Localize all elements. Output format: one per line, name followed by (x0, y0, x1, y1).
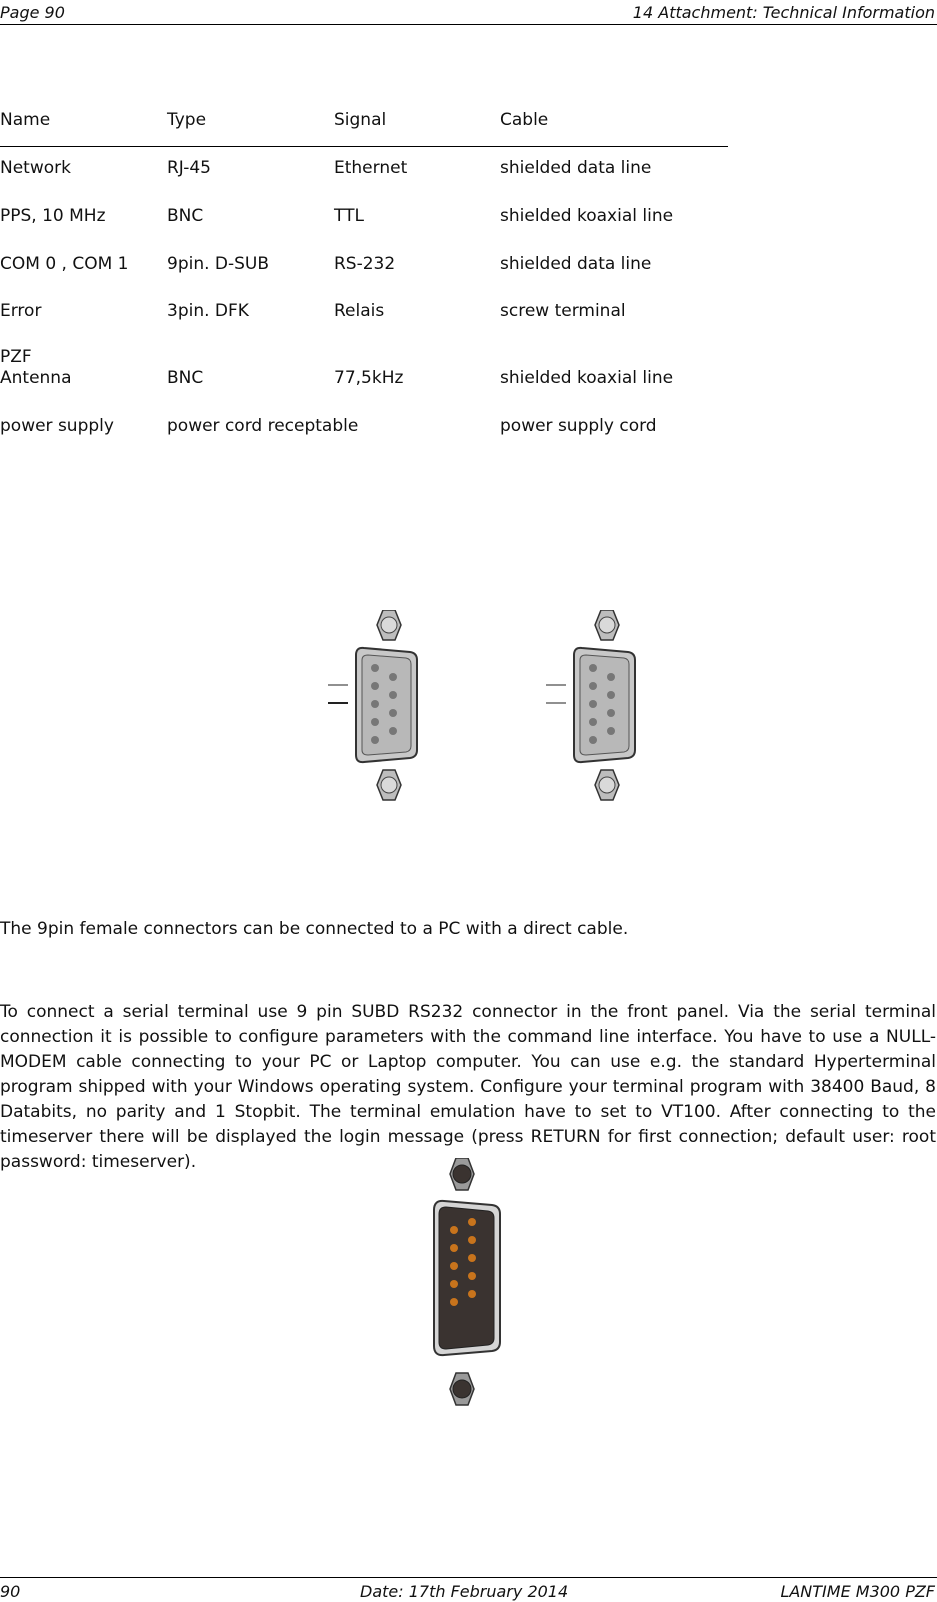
direct-cable-note: The 9pin female connectors can be connected to a PC with a direct cable. (0, 919, 629, 939)
cell-name-line1: PZF (0, 347, 32, 367)
cell-cable: shielded koaxial line (500, 368, 674, 388)
com0-connector-illustration (328, 610, 417, 800)
cell-type: BNC (167, 206, 204, 226)
com1-connector-illustration (546, 610, 635, 800)
cell-cable: shielded data line (500, 254, 652, 274)
footer-date: Date: 17th February 2014 (360, 1582, 569, 1601)
col-header-signal: Signal (334, 110, 387, 130)
cell-type: 3pin. DFK (167, 301, 249, 321)
cell-type: BNC (167, 368, 204, 388)
dsub-connectors-figure (320, 610, 660, 820)
cell-cable: shielded koaxial line (500, 206, 674, 226)
front-panel-subd-figure (432, 1158, 512, 1406)
cell-name: Antenna (0, 368, 72, 388)
cell-name: COM 0 , COM 1 (0, 254, 129, 274)
cell-name: PPS, 10 MHz (0, 206, 106, 226)
table-header-row (0, 110, 730, 132)
cell-signal: Relais (334, 301, 385, 321)
header-section-title: 14 Attachment: Technical Information (632, 3, 935, 22)
cell-signal: 77,5kHz (334, 368, 404, 388)
header-page-label: Page 90 (0, 3, 65, 22)
cell-type: 9pin. D-SUB (167, 254, 270, 274)
page-footer (0, 1577, 937, 1602)
table-row (0, 206, 730, 228)
cell-type: RJ-45 (167, 158, 211, 178)
table-row (0, 347, 730, 388)
table-row (0, 158, 730, 180)
col-header-type: Type (167, 110, 207, 130)
col-header-cable: Cable (500, 110, 549, 130)
cell-signal: Ethernet (334, 158, 408, 178)
footer-page-number: 90 (0, 1582, 21, 1601)
cell-name: Network (0, 158, 71, 178)
table-row (0, 254, 730, 276)
cell-name: power supply (0, 416, 114, 436)
table-header-divider (0, 146, 728, 147)
cell-cable: shielded data line (500, 158, 652, 178)
col-header-name: Name (0, 110, 51, 130)
cell-cable: screw terminal (500, 301, 626, 321)
cell-signal: RS-232 (334, 254, 396, 274)
table-row (0, 416, 730, 438)
page-header (0, 0, 937, 25)
cell-type: power cord receptable (167, 416, 359, 436)
cell-name: Error (0, 301, 42, 321)
serial-terminal-paragraph: To connect a serial terminal use 9 pin SUBD RS232 connector in the front panel. Via the serial terminal connection it is possible to configure parameters with the command line interface. You have to use a NULL-MODEM cable connecting to your PC or Laptop computer. You can use e.g. the standard Hyperterminal program shipped with your Windows operating system. Configure your terminal program with 38400 Baud, 8 Databits, no parity and 1 Stopbit. The terminal emulation have to set to VT100. After connecting to the timeserver there will be displayed the login message (press RETURN for first connection; default user: root password: timeserver). (0, 1002, 936, 1172)
cell-signal: TTL (334, 206, 364, 226)
table-row (0, 301, 730, 323)
cell-cable: power supply cord (500, 416, 657, 436)
footer-product-name: LANTIME M300 PZF (780, 1582, 935, 1601)
